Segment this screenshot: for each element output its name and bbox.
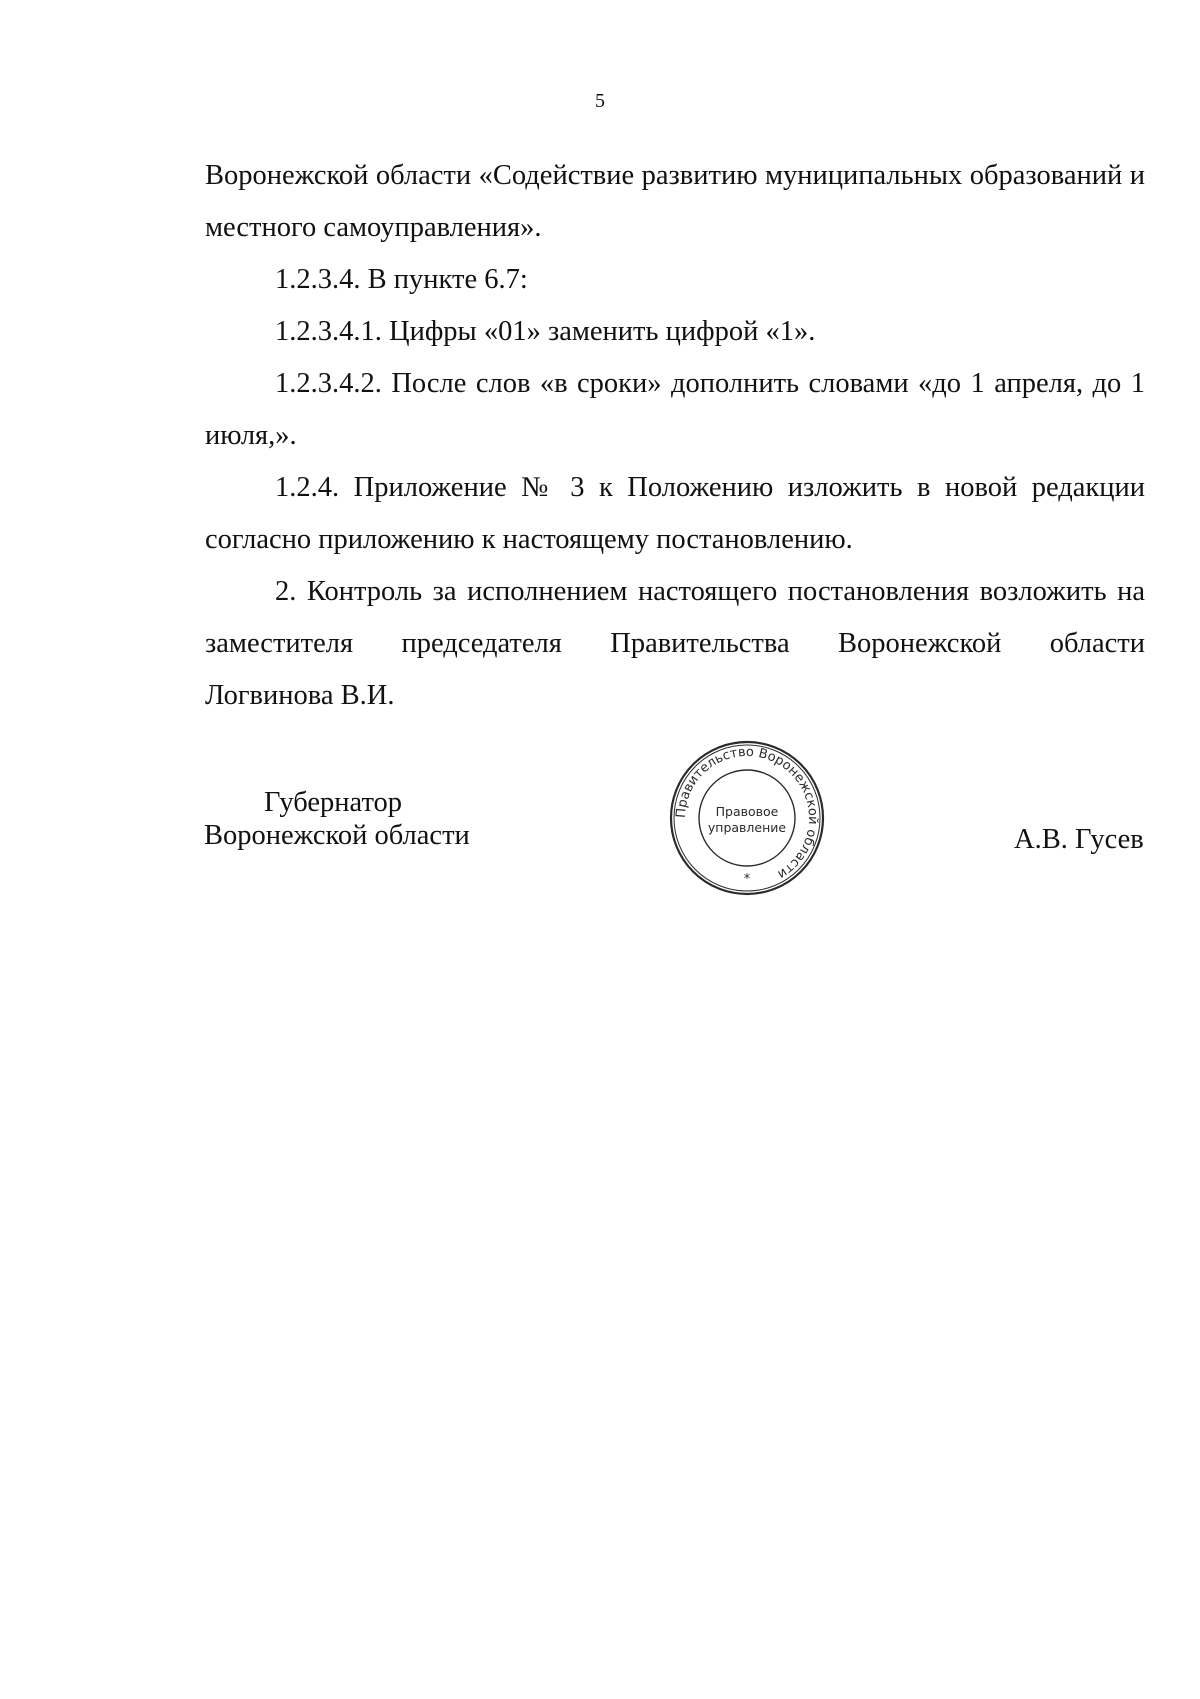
stamp-seal-graphic — [667, 738, 827, 898]
paragraph-item-1-2-3-4-1: 1.2.3.4.1. Цифры «01» заменить цифрой «1». — [275, 316, 816, 347]
stamp-outer-text: Правительство Воронежской области — [673, 744, 821, 882]
paragraph-control-line-1: 2. Контроль за исполнением настоящего постановления возложить на — [275, 576, 1145, 607]
stamp-inner-line-2: управление — [707, 820, 787, 835]
page-number: 5 — [595, 90, 605, 112]
paragraph-item-1-2-3-4: 1.2.3.4. В пункте 6.7: — [275, 264, 528, 295]
paragraph-control-line-2: заместителя председателя Правительства Воронежской области — [205, 628, 1145, 659]
paragraph-control-line-3: Логвинова В.И. — [205, 680, 395, 711]
stamp-star: * — [743, 872, 751, 887]
paragraph-continuation: Воронежской области «Содействие развитию муниципальных образований и местного самоуправления». — [205, 160, 1145, 243]
official-stamp — [667, 738, 827, 898]
stamp-inner-line-1: Правовое — [715, 804, 779, 819]
signatory-name: А.В. Гусев — [1014, 824, 1144, 855]
signature-position — [204, 786, 470, 852]
signature-position-title: Губернатор — [264, 787, 403, 818]
paragraph-item-1-2-4: 1.2.4. Приложение № 3 к Положению изложить в новой редакции согласно приложению к настоящему постановлению. — [205, 472, 1145, 555]
document-body — [205, 150, 1145, 722]
signature-position-region: Воронежской области — [204, 820, 470, 851]
paragraph-item-1-2-3-4-2: 1.2.3.4.2. После слов «в сроки» дополнить словами «до 1 апреля, до 1 июля,». — [205, 368, 1145, 451]
